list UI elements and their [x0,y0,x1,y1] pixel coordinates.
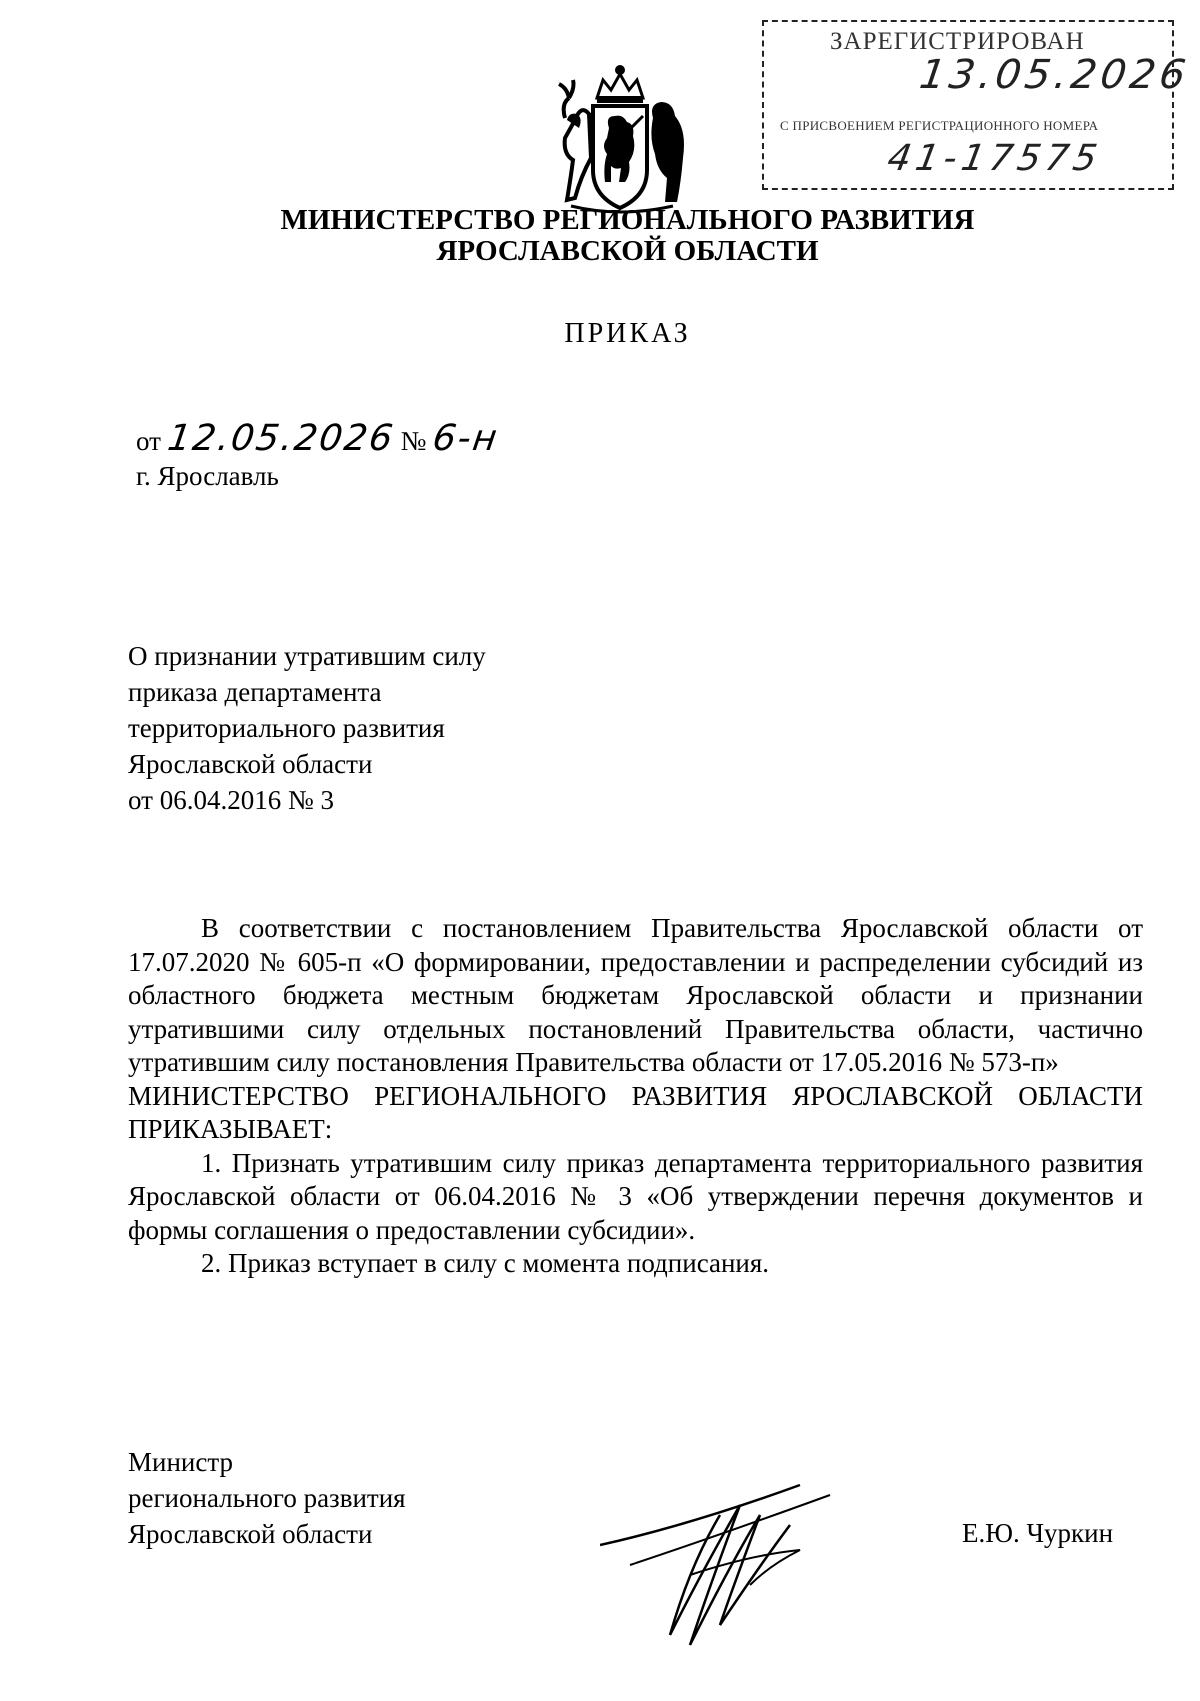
ministry-name-line2: ЯРОСЛАВСКОЙ ОБЛАСТИ [436,235,819,267]
stamp-registration-number: 41-17575 [884,138,1105,179]
stamp-registered-label: ЗАРЕГИСТРИРОВАН [830,28,1085,55]
signatory-position [128,1444,406,1552]
document-type: ПРИКАЗ [564,318,691,349]
preamble: В соответствии с постановлением Правительства Ярославской области от 17.07.2020 № 605-п «О формировании, предоставлении и распределении субсидий из областного бюджета местным бюджетам Ярославской области и признании утратившими силу отдельных постановлений Правительства области, частично утратившим силу постановления Правительства области от 17.05.2016 № 573-п» [128,913,1143,1077]
subject-line: территориального развития [128,713,445,743]
handwritten-signature [600,1455,880,1655]
from-label: от [136,426,161,456]
order-directive: МИНИСТЕРСТВО РЕГИОНАЛЬНОГО РАЗВИТИЯ ЯРОСЛАВСКОЙ ОБЛАСТИ ПРИКАЗЫВАЕТ: [128,1080,1143,1144]
stamp-number-label: С ПРИСВОЕНИЕМ РЕГИСТРАЦИОННОГО НОМЕРА [780,118,1099,133]
order-subject [128,638,486,818]
subject-line: Ярославской области [128,749,373,779]
order-number: 6-н [430,418,502,459]
number-label: № [400,426,427,456]
stamp-date: 13.05.2026 [916,52,1193,98]
ministry-name-line1: МИНИСТЕРСТВО РЕГИОНАЛЬНОГО РАЗВИТИЯ [280,204,975,236]
signatory-name: Е.Ю. Чуркин [962,1518,1114,1548]
order-date-line [136,418,502,459]
order-body [128,912,1143,1281]
position-line: Министр [128,1447,233,1477]
coat-of-arms-icon [545,58,695,218]
subject-line: приказа департамента [128,677,382,707]
position-line: регионального развития [128,1483,406,1513]
subject-line: от 06.04.2016 № 3 [128,785,334,815]
order-item-2: 2. Приказ вступает в силу с момента подписания. [201,1248,770,1278]
subject-line: О признании утратившим силу [128,641,486,671]
order-item-1: 1. Признать утратившим силу приказ департамента территориального развития Ярославской области от 06.04.2016 № 3 «Об утверждении перечня документов и формы соглашения о предоставлении субсидии». [128,1147,1143,1245]
order-date: 12.05.2026 [164,418,397,459]
city: г. Ярославль [136,461,279,491]
position-line: Ярославской области [128,1519,373,1549]
